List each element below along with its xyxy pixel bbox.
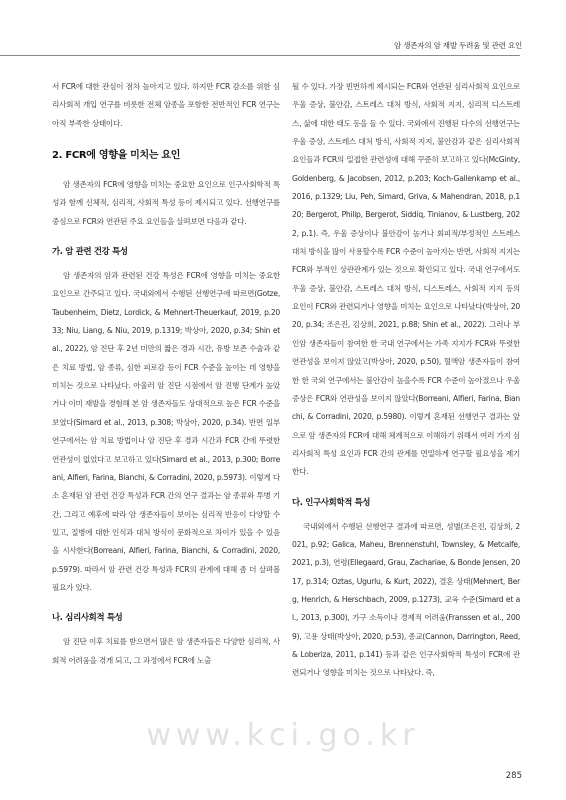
- subsection-heading-demographic: 다. 인구사회학적 특성: [292, 496, 371, 507]
- paragraph-continued: 서 FCR에 대한 관심이 점차 높아지고 있다. 하지만 FCR 감소를 위한 심리사회적 개입 연구를 비롯한 전체 암종을 포함한 전반적인 FCR 연구는 아직 부족한 상태이다.: [52, 82, 280, 128]
- demographic-paragraph: 국내외에서 수행된 선행연구 결과에 따르면, 성별(조은진, 김상희, 2021, p.92; Galica, Maheu, Brennenstuhl, Townsley, & Metcalfe, 2021, p.3), 연령(Ellegaard, Grau, Zachariae, & Bonde Jensen, 2017, p.314; Oztas, Ugurlu, & Kurt, 2022), 결혼 상태(Mehnert, Berg, Henrich, & Herschbach, 2009, p.1273), 교육 수준(Simard et al., 2013, p.300), 가구 소득이나 경제적 어려움(Franssen et al., 2009), 고용 상태(박상아, 2020, p.53), 종교(Cannon, Darrington, Reed, & Loberiza, 2011, p.141) 등과 같은 인구사회학적 특성이 FCR에 관련되거나 영향을 미치는 것으로 나타났다. 즉,: [292, 521, 520, 678]
- right-column: [292, 78, 520, 683]
- subsection-heading-psychosocial: 나. 심리사회적 특성: [52, 612, 123, 623]
- health-paragraph: 암 생존자의 암과 관련된 건강 특성은 FCR에 영향을 미치는 중요한 요인으로 간주되고 있다. 국내외에서 수행된 선행연구에 따르면(Gotze, Taubenheim, Dietz, Lordick, & Mehnert-Theuerkauf, 2019, p.2033; Niu, Liang, & Niu, 2019, p.1319; 박상아, 2020, p.34; Shin et al., 2022), 암 진단 후 2년 미만의 짧은 경과 시간, 유방 보존 수술과 같은 치료 방법, 암 종류, 심한 피로감 등이 FCR 수준을 높이는 데 영향을 미치는 것으로 나타났다. 아울러 암 진단 시점에서 암 진행 단계가 높았거나 이미 재발을 경험해 본 암 생존자들도 상대적으로 높은 FCR 수준을 보였다(Simard et al., 2013, p.308; 박상아, 2020, p.34). 반면 일부 연구에서는 암 치료 방법이나 암 진단 후 경과 시간과 FCR 간에 뚜렷한 연관성이 없었다고 보고하고 있다(Simard et al., 2013, p.300; Borreani, Alfieri, Farina, Bianchi, & Corradini, 2020, p.5973). 이렇게 다소 혼재된 암 관련 건강 특성과 FCR 간의 연구 결과는 암 종류와 투병 기간, 그리고 예후에 따라 암 생존자들이 보이는 심리적 반응이 다양할 수 있고, 질병에 대한 인식과 대처 방식이 문화적으로 차이가 있을 수 있음을 시사한다(Borreani, Alfieri, Farina, Bianchi, & Corradini, 2020, p.5979). 따라서 암 관련 건강 특성과 FCR의 관계에 대해 좀 더 살펴볼 필요가 있다.: [52, 271, 280, 592]
- subsection-heading-health: 가. 암 관련 건강 특성: [52, 246, 128, 257]
- section-intro-paragraph: 암 생존자의 FCR에 영향을 미치는 중요한 요인으로 인구사회학적 특성과 함께 신체적, 심리적, 사회적 특성 등이 제시되고 있다. 선행연구를 중심으로 FCR와 연관된 주요 요인들을 살펴보면 다음과 같다.: [52, 180, 280, 226]
- section-heading: 2. FCR에 영향을 미치는 요인: [52, 150, 181, 162]
- psychosocial-paragraph: 암 진단 이후 치료를 받으면서 많은 암 생존자들은 다양한 심리적, 사회적 어려움을 겪게 되고, 그 과정에서 FCR에 노출: [52, 637, 280, 665]
- watermark: www.kci.go.kr: [146, 718, 420, 753]
- psychosocial-paragraph-continued: 될 수 있다. 가장 빈번하게 제시되는 FCR와 연관된 심리사회적 요인으로 우울 증상, 불안감, 스트레스 대처 방식, 사회적 지지, 심리적 디스트레스, 삶에 대한 태도 등을 들 수 있다. 국외에서 진행된 다수의 선행연구는 우울 증상, 스트레스 대처 방식, 사회적 지지, 불안감과 같은 심리사회적 요인들과 FCR의 밀접한 관련성에 대해 꾸준히 보고하고 있다(McGinty, Goldenberg, & Jacobsen, 2012, p.203; Koch-Gallenkamp et al., 2016, p.1329; Liu, Peh, Simard, Griva, & Mahendran, 2018, p.120; Bergerot, Philip, Bergerot, Siddiq, Tinianov, & Lustberg, 2022, p.1). 즉, 우울 증상이나 불안감이 높거나 회피적/부정적인 스트레스 대처 방식을 많이 사용할수록 FCR 수준이 높아지는 반면, 사회적 지지는 FCR와 부적인 상관관계가 있는 것으로 확인되고 있다. 국내 연구에서도 우울 증상, 불안감, 스트레스 대처 방식, 디스트레스, 사회적 지지 등의 요인이 FCR와 관련되거나 영향을 미치는 요인으로 나타났다(박상아, 2020, p.34; 조은진, 김상희, 2021, p.88; Shin et al., 2022). 그러나 부인암 생존자들이 참여한 한 국내 연구에서는 가족 지지가 FCR와 뚜렷한 연관성을 보이지 않았고(박상아, 2020, p.50), 혈액암 생존자들이 참여한 한 국외 연구에서는 불안감이 높을수록 FCR 수준이 높아졌으나 우울 증상은 FCR와 연관성을 보이지 않았다(Borreani, Alfieri, Farina, Bianchi, & Corradini, 2020, p.5980). 이렇게 혼재된 선행연구 결과는 앞으로 암 생존자의 FCR에 대해 체계적으로 이해하기 위해서 여러 가지 심리사회적 특성 요인과 FCR 간의 관계를 면밀하게 연구할 필요성을 제기한다.: [292, 82, 520, 477]
- header-rule: [0, 55, 520, 56]
- running-header: 암 생존자의 암 재발 두려움 및 관련 요인: [393, 41, 522, 50]
- left-column: [52, 78, 280, 670]
- page-number: 285: [505, 771, 522, 781]
